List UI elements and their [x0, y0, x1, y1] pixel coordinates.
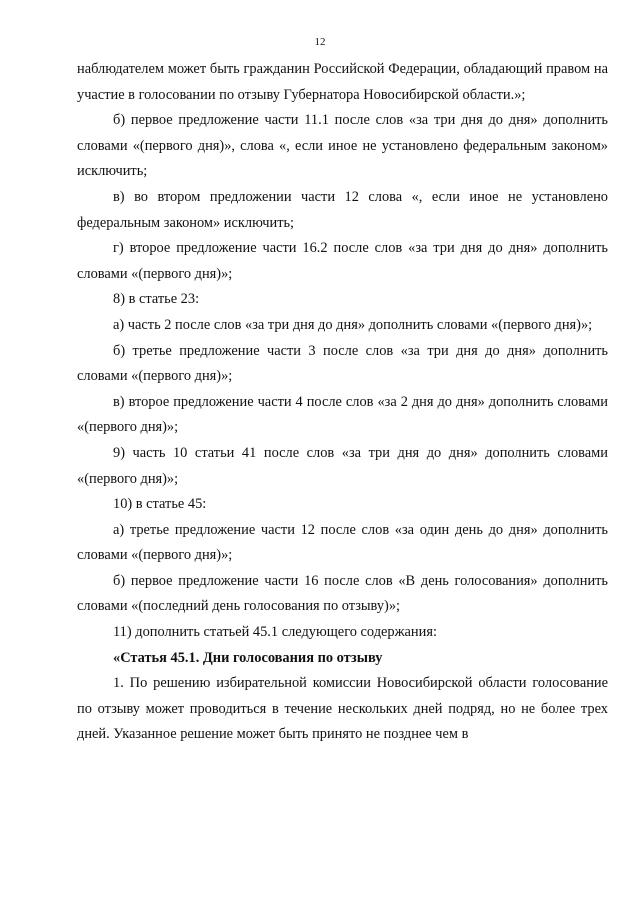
article-heading: «Статья 45.1. Дни голосования по отзыву: [113, 649, 383, 666]
paragraph: б) первое предложение части 16 после слов «В день голосования» дополнить словами «(последний день голосования по отзыву)»;: [77, 572, 608, 615]
paragraph: 11) дополнить статьей 45.1 следующего содержания:: [113, 624, 437, 641]
paragraph: б) первое предложение части 11.1 после слов «за три дня до дня» дополнить словами «(первого дня)», слова «, если иное не установлено федеральным законом» исключить;: [77, 112, 608, 180]
document-body: [77, 57, 608, 748]
paragraph: г) второе предложение части 16.2 после слов «за три дня до дня» дополнить словами «(первого дня)»;: [77, 240, 608, 282]
paragraph: а) часть 2 после слов «за три дня до дня» дополнить словами «(первого дня)»;: [113, 316, 593, 333]
paragraph: наблюдателем может быть гражданин Российской Федерации, обладающий правом на участие в голосовании по отзыву Губернатора Новосибирской области.»;: [77, 61, 608, 103]
paragraph: 10) в статье 45:: [113, 496, 207, 513]
paragraph: в) во втором предложении части 12 слова «, если иное не установлено федеральным законом» исключить;: [77, 188, 608, 231]
paragraph: 9) часть 10 статьи 41 после слов «за три дня до дня» дополнить словами «(первого дня)»;: [77, 444, 608, 487]
paragraph: б) третье предложение части 3 после слов «за три дня до дня» дополнить словами «(первого дня)»;: [77, 342, 608, 385]
paragraph: а) третье предложение части 12 после слов «за один день до дня» дополнить словами «(первого дня)»;: [77, 521, 608, 564]
paragraph: в) второе предложение части 4 после слов «за 2 дня до дня» дополнить словами «(первого дня)»;: [77, 393, 608, 436]
paragraph: 8) в статье 23:: [113, 291, 200, 308]
page-number: 12: [314, 36, 326, 48]
paragraph: 1. По решению избирательной комиссии Новосибирской области голосование по отзыву может проводиться в течение нескольких дней подряд, но не более трех дней. Указанное решение может быть принято не позднее чем в: [77, 675, 608, 743]
